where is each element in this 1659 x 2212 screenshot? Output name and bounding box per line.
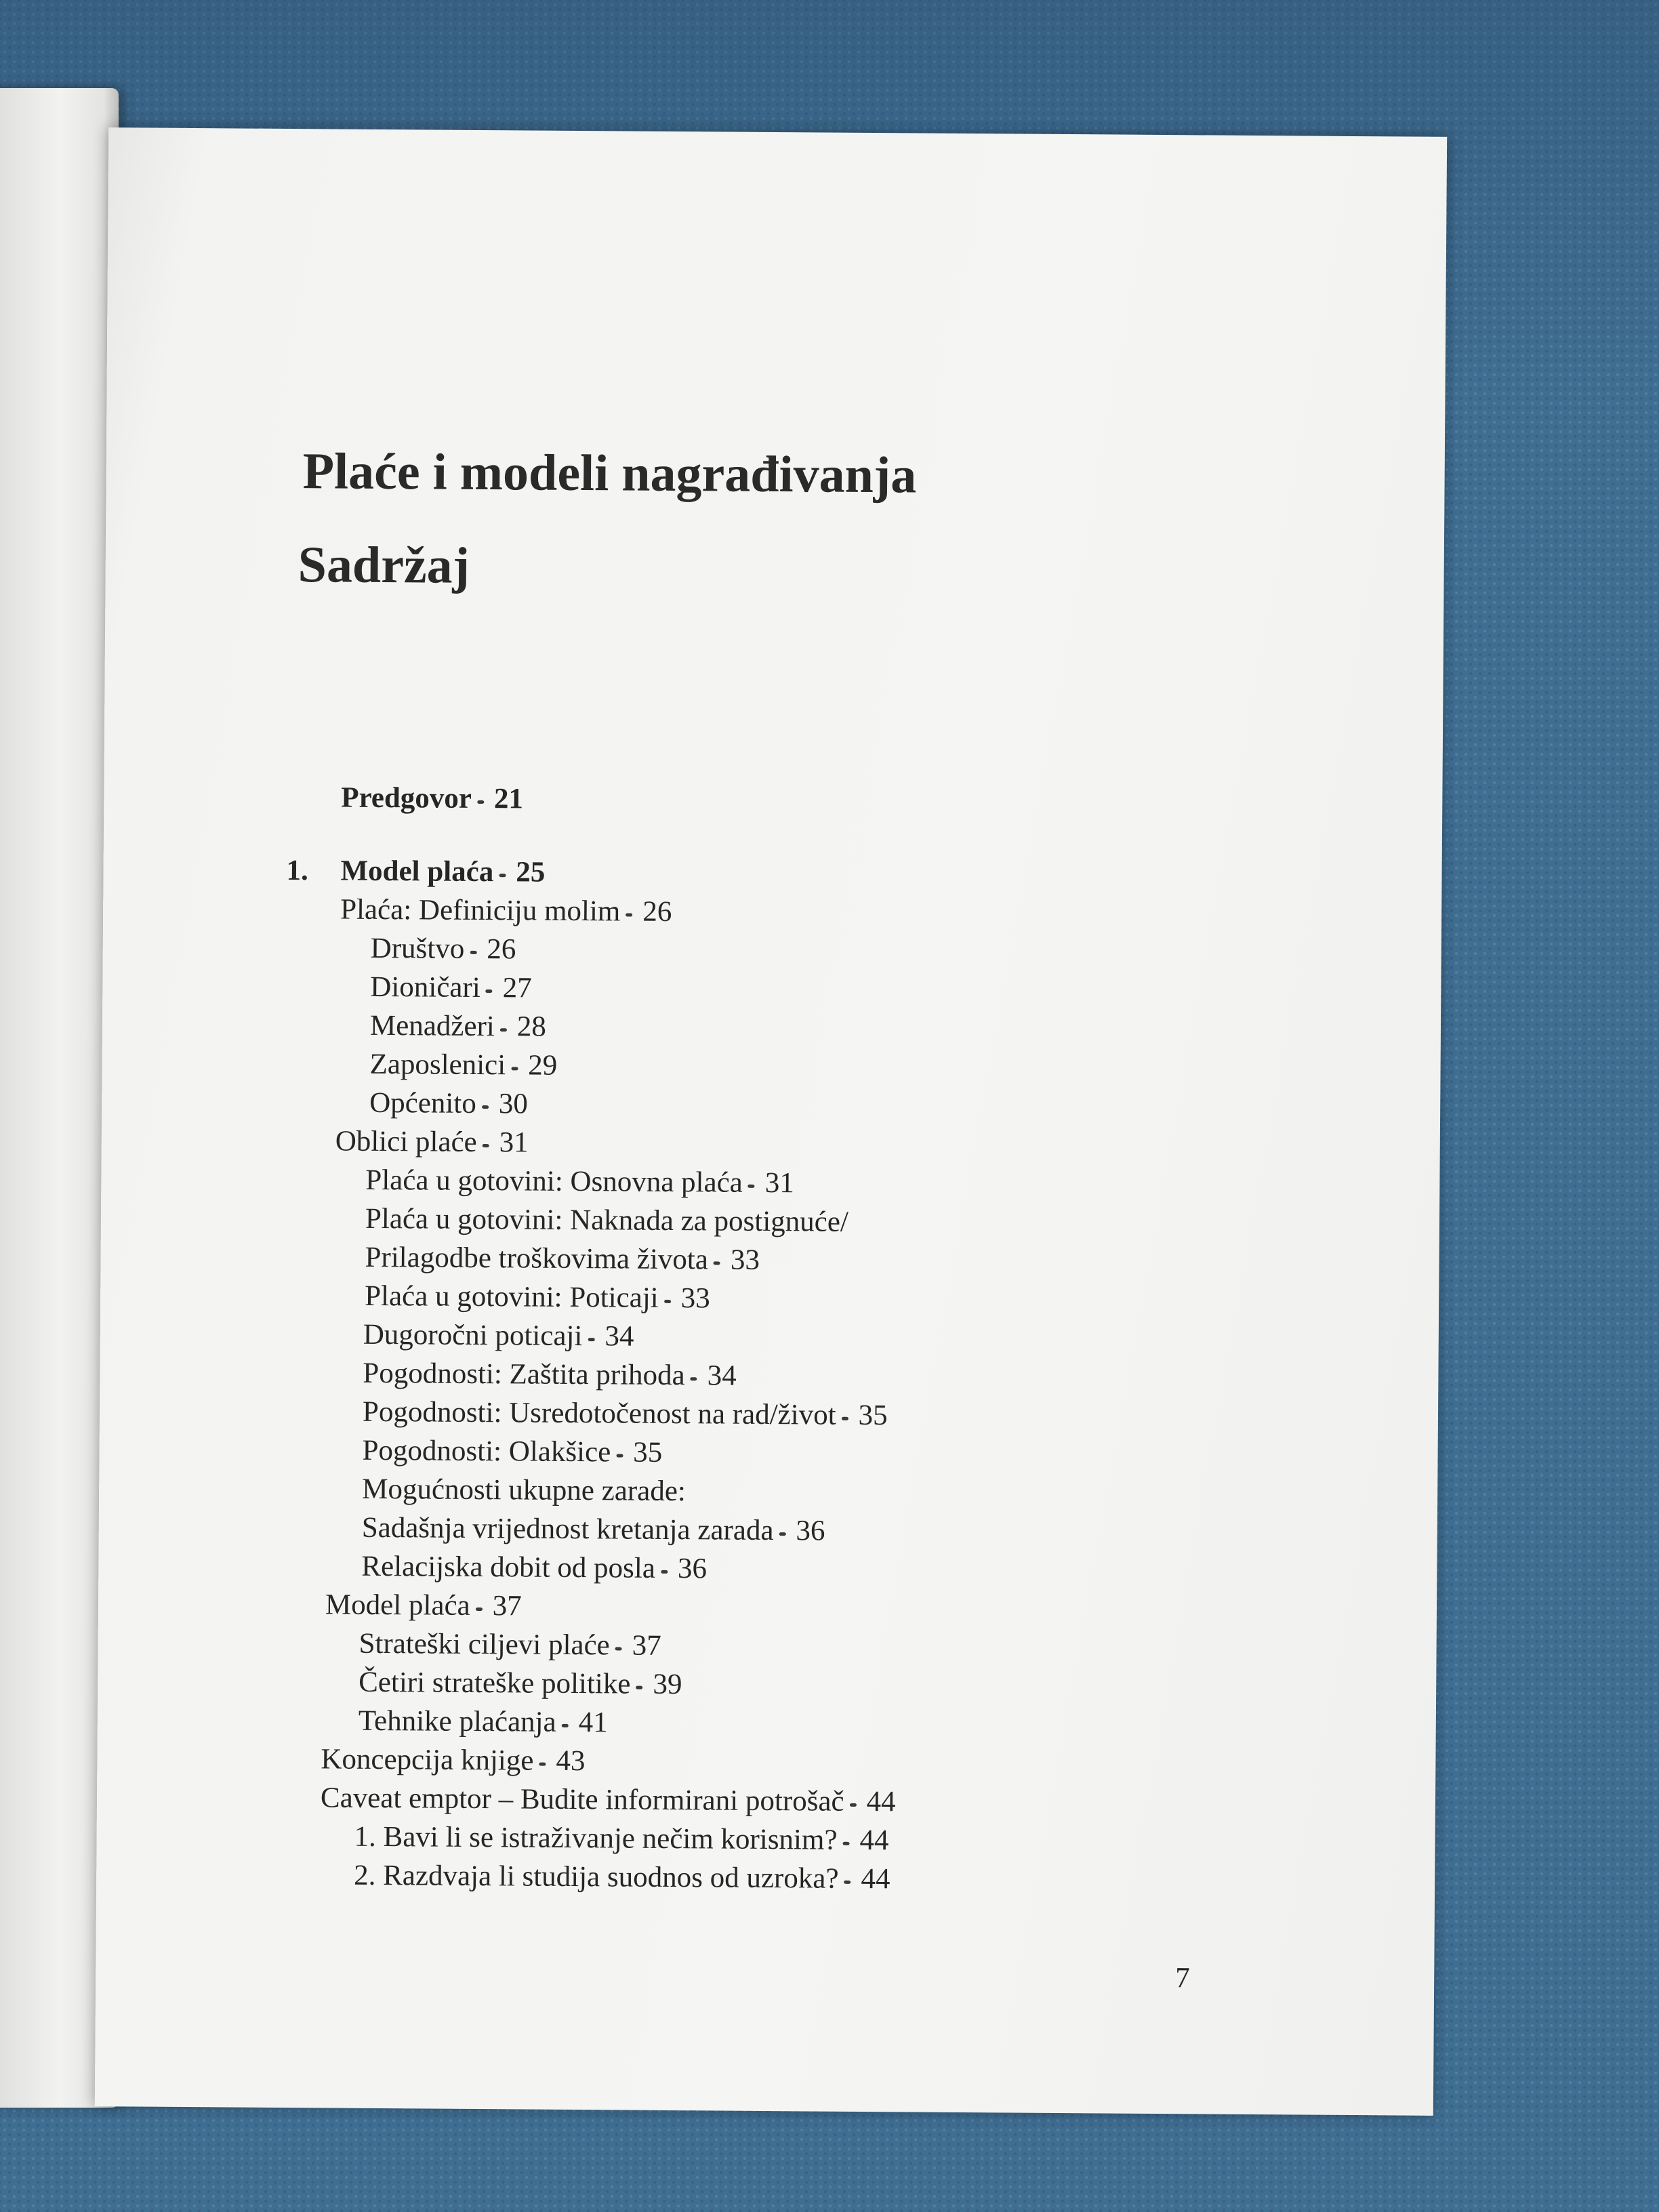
- dot-leader: [482, 1105, 489, 1109]
- toc-entry-label: Relacijska dobit od posla: [361, 1550, 656, 1584]
- dot-leader: [691, 1377, 697, 1380]
- toc-entry-label: Pogodnosti: Zaštita prihoda: [363, 1357, 685, 1392]
- toc-entry-label: Mogućnosti ukupne zarade:: [362, 1473, 686, 1508]
- toc-entry-page: 37: [632, 1629, 661, 1662]
- toc-entry-label: 1. Bavi li se istraživanje nečim korisnim?: [354, 1820, 838, 1856]
- toc-entry-page: 28: [516, 1010, 546, 1043]
- dot-leader: [511, 1067, 518, 1070]
- toc-entry-page: 30: [498, 1088, 528, 1120]
- toc-entry-page: 21: [493, 783, 524, 815]
- toc-entry-page: 34: [707, 1359, 737, 1392]
- dot-leader: [562, 1724, 569, 1727]
- dot-leader: [588, 1338, 594, 1341]
- dot-leader: [476, 1607, 483, 1611]
- toc-entry-page: 31: [499, 1126, 529, 1159]
- dot-leader: [539, 1763, 546, 1766]
- dot-leader: [714, 1261, 720, 1265]
- toc-entry-label: Plaća u gotovini: Naknada za postignuće/: [365, 1202, 849, 1238]
- toc-entry-label: Tehnike plaćanja: [358, 1704, 556, 1738]
- toc-entry-page: 36: [677, 1553, 708, 1585]
- toc-entry-page: 33: [730, 1244, 760, 1276]
- book-title: Plaće i modeli nagrađivanja: [302, 443, 917, 504]
- dot-leader: [486, 989, 493, 993]
- dot-leader: [842, 1417, 848, 1420]
- toc-entry-label: Općenito: [369, 1086, 476, 1120]
- toc-entry-label: Predgovor: [341, 781, 472, 815]
- toc-entry-page: 27: [502, 972, 532, 1004]
- toc-entry-page: 44: [866, 1786, 896, 1818]
- dot-leader: [477, 800, 484, 804]
- dot-leader: [626, 913, 632, 916]
- toc-entry-label: Oblici plaće: [335, 1125, 477, 1158]
- toc-entry-label: Društvo: [370, 932, 465, 965]
- toc-entry-label: 2. Razdvaja li studija suodnos od uzroka?: [354, 1859, 839, 1895]
- dot-leader: [844, 1881, 851, 1884]
- toc-entry-label: Pogodnosti: Olakšice: [362, 1434, 611, 1469]
- toc-entry-label: Četiri strateške politike: [359, 1666, 631, 1700]
- toc-entry-page: 25: [516, 856, 546, 888]
- toc-entry-page: 44: [859, 1824, 889, 1857]
- toc-entry-page: 33: [680, 1282, 710, 1315]
- dot-leader: [842, 1842, 849, 1845]
- dot-leader: [499, 874, 506, 877]
- toc-entry-label: Menadžeri: [369, 1009, 495, 1043]
- toc-entry-label: Model plaća: [325, 1589, 470, 1622]
- toc-entry-page: 35: [858, 1399, 888, 1432]
- toc-entry-page: 35: [633, 1436, 663, 1469]
- toc-entry-page: 31: [764, 1166, 795, 1200]
- dot-leader: [483, 1144, 489, 1147]
- toc-entry-label: Dioničari: [370, 970, 480, 1004]
- toc-entry-page: 34: [605, 1320, 634, 1353]
- dot-leader: [661, 1570, 668, 1574]
- book-page: [95, 127, 1447, 2116]
- toc-entry-label: Zaposlenici: [369, 1048, 506, 1082]
- toc-entry-label: Plaća: Definiciju molim: [340, 893, 621, 928]
- toc-entry-page: 44: [861, 1862, 890, 1896]
- toc-entry-label: Plaća u gotovini: Poticaji: [365, 1279, 659, 1314]
- toc-entry-label: Prilagodbe troškovima života: [365, 1241, 709, 1276]
- toc-entry-label: Caveat emptor – Budite informirani potrošač: [320, 1782, 844, 1818]
- toc-entry-page: 39: [653, 1668, 682, 1701]
- dot-leader: [636, 1686, 642, 1689]
- dot-leader: [616, 1454, 623, 1457]
- dot-leader: [470, 951, 476, 954]
- toc-entry-page: 36: [796, 1515, 825, 1547]
- toc-entry-label: Plaća u gotovini: Osnovna plaća: [365, 1164, 743, 1199]
- toc-heading: Sadržaj: [298, 536, 470, 594]
- toc-entry-page: 26: [487, 933, 516, 966]
- toc-entry-number: 1.: [286, 855, 308, 887]
- dot-leader: [500, 1028, 507, 1031]
- toc-entry-label: Strateški ciljevi plaće: [359, 1627, 610, 1662]
- dot-leader: [779, 1532, 785, 1536]
- page-number: 7: [1175, 1962, 1190, 1994]
- toc-entry-page: 26: [642, 895, 672, 928]
- toc-entry-label: Model plaća: [340, 855, 494, 888]
- toc-entry-page: 37: [492, 1590, 522, 1622]
- toc-entry-page: 29: [528, 1049, 558, 1082]
- toc-entry-page: 43: [556, 1744, 586, 1778]
- toc-entry-label: Pogodnosti: Usredotočenost na rad/život: [362, 1395, 836, 1431]
- toc-entry-label: Sadašnja vrijednost kretanja zarada: [361, 1511, 774, 1547]
- toc-entry-page: 41: [578, 1706, 608, 1739]
- dot-leader: [850, 1803, 857, 1807]
- toc-entry-label: Koncepcija knjige: [321, 1743, 534, 1777]
- dot-leader: [748, 1185, 755, 1188]
- dot-leader: [615, 1647, 622, 1650]
- dot-leader: [664, 1300, 671, 1303]
- toc-entry-label: Dugoročni poticaji: [363, 1318, 583, 1353]
